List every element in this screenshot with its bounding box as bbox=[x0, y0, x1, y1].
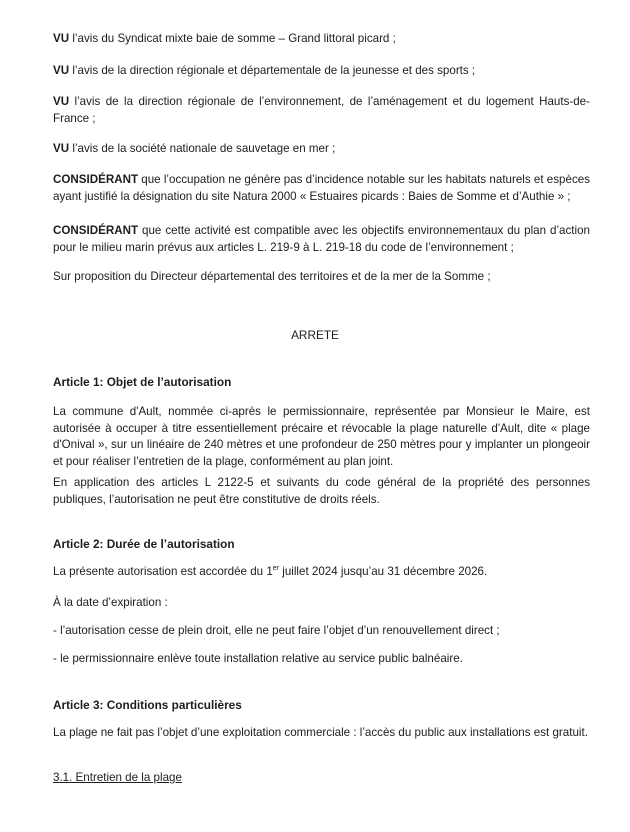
article-2-paragraph: À la date d’expiration : bbox=[53, 596, 168, 609]
vu-paragraph: VU l’avis de la société nationale de sauvetage en mer ; bbox=[53, 142, 336, 155]
article-2-heading: Article 2: Durée de l’autorisation bbox=[53, 537, 235, 551]
article-2-list-item: - l’autorisation cesse de plein droit, elle ne peut faire l’objet d’un renouvellement direct ; bbox=[53, 624, 500, 637]
article-3-heading: Article 3: Conditions particulières bbox=[53, 698, 242, 712]
article-1-paragraph: En application des articles L 2122-5 et suivants du code général de la propriété des personnes publiques, l’autorisation ne peut être constitutive de droits réels. bbox=[53, 476, 590, 506]
article-2-paragraph: La présente autorisation est accordée du 1er juillet 2024 jusqu’au 31 décembre 2026. bbox=[53, 565, 488, 578]
article-3-paragraph: La plage ne fait pas l’objet d’une exploitation commerciale : l’accès du public aux installations est gratuit. bbox=[53, 726, 588, 739]
arrete-title: ARRETE bbox=[291, 328, 339, 342]
considerant-paragraph: CONSIDÉRANT que l’occupation ne génère pas d’incidence notable sur les habitats naturels et espèces ayant justifié la désignation du site Natura 2000 « Estuaires picards : Baies de Somme et d’Authie » ; bbox=[53, 173, 590, 203]
article-2-list-item: - le permissionnaire enlève toute installation relative au service public balnéaire. bbox=[53, 652, 463, 665]
considerant-paragraph: CONSIDÉRANT que cette activité est compatible avec les objectifs environnementaux du plan d’action pour le milieu marin prévus aux articles L. 219-9 à L. 219-18 du code de l’environnement ; bbox=[53, 224, 590, 254]
vu-paragraph: VU l’avis de la direction régionale et départementale de la jeunesse et des sports ; bbox=[53, 64, 476, 77]
subsection-heading: 3.1. Entretien de la plage bbox=[53, 771, 182, 784]
article-1-heading: Article 1: Objet de l’autorisation bbox=[53, 375, 232, 389]
vu-paragraph: VU l’avis de la direction régionale de l’environnement, de l’aménagement et du logement Hauts-de-France ; bbox=[53, 95, 590, 125]
vu-paragraph: VU l’avis du Syndicat mixte baie de somme – Grand littoral picard ; bbox=[53, 32, 396, 45]
proposition-paragraph: Sur proposition du Directeur départemental des territoires et de la mer de la Somme ; bbox=[53, 270, 491, 283]
article-1-paragraph: La commune d'Ault, nommée ci-après le permissionnaire, représentée par Monsieur le Maire, est autorisée à occuper à titre essentiellement précaire et révocable la plage naturelle d'Ault, dite « plage d'Onival », sur un linéaire de 240 mètres et une profondeur de 250 mètres pour y implanter un plongeoir et pour réaliser l’entretien de la plage, conformément au plan joint. bbox=[53, 405, 590, 468]
